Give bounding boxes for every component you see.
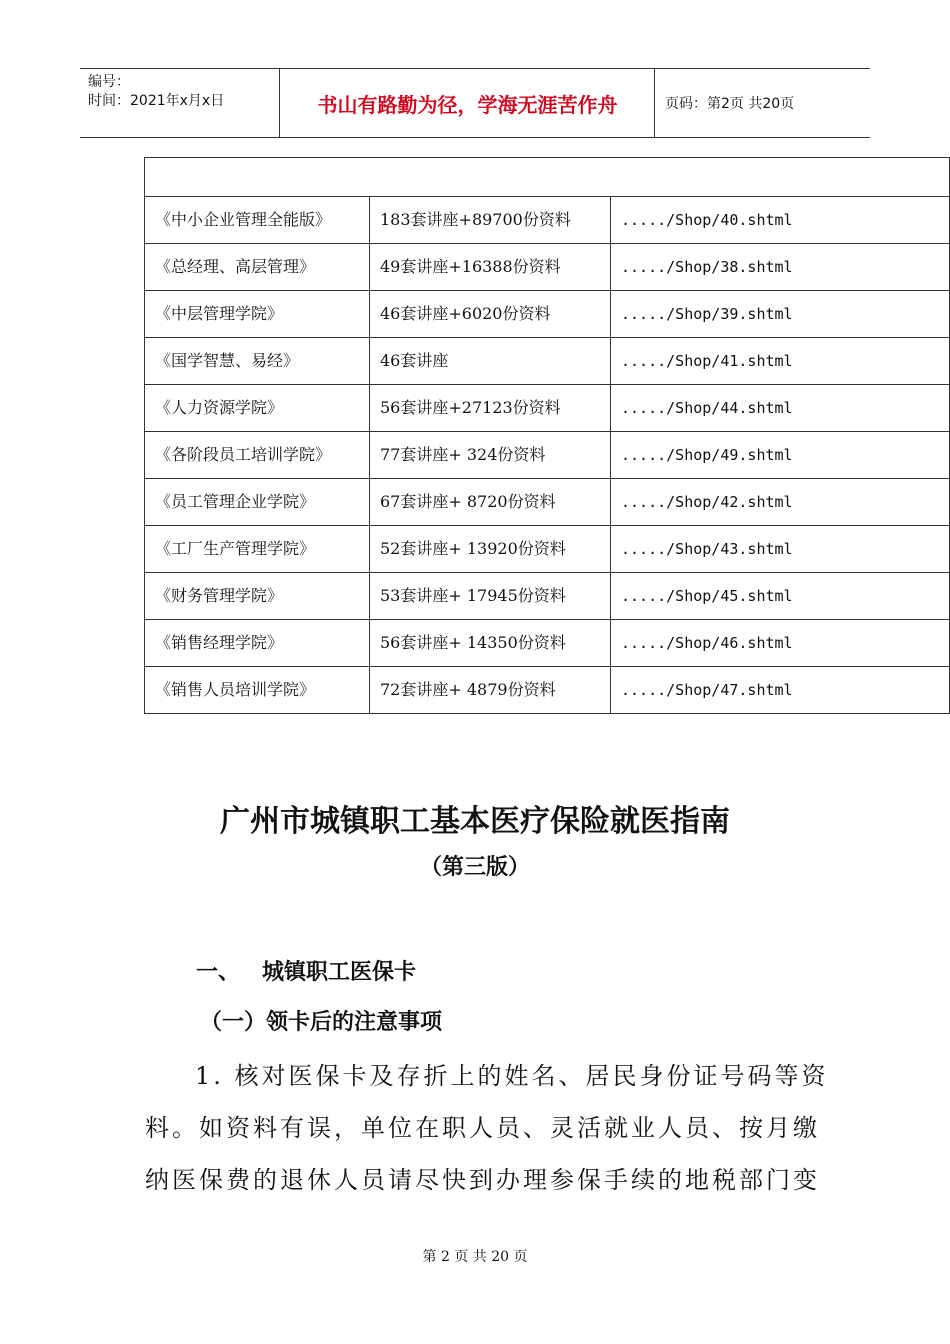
table-row — [145, 291, 950, 338]
course-count-cell: 49套讲座+16388份资料 — [370, 244, 611, 291]
section-title: 城镇职工医保卡 — [262, 960, 417, 985]
course-name-cell: 《各阶段员工培训学院》 — [145, 432, 370, 479]
course-table — [144, 157, 950, 714]
body-paragraph — [145, 1050, 829, 1206]
header-meta — [80, 69, 280, 137]
paragraph-line: 料。如资料有误，单位在职人员、灵活就业人员、按月缴 — [145, 1114, 820, 1142]
header-page-info: 页码：第2页 共20页 — [665, 96, 795, 112]
course-name-cell: 《销售人员培训学院》 — [145, 667, 370, 714]
document-header — [80, 68, 870, 138]
course-link-cell[interactable]: ...../Shop/44.shtml — [611, 385, 950, 432]
section-heading — [196, 955, 416, 986]
course-link-cell[interactable]: ...../Shop/46.shtml — [611, 620, 950, 667]
course-link-cell[interactable]: ...../Shop/40.shtml — [611, 197, 950, 244]
paragraph-line: 纳医保费的退休人员请尽快到办理参保手续的地税部门变 — [145, 1166, 820, 1194]
course-name-cell: 《人力资源学院》 — [145, 385, 370, 432]
course-name-cell: 《销售经理学院》 — [145, 620, 370, 667]
course-name-cell: 《中层管理学院》 — [145, 291, 370, 338]
time-label: 时间：2021年x月x日 — [88, 93, 225, 109]
table-row — [145, 197, 950, 244]
course-count-cell: 72套讲座+ 4879份资料 — [370, 667, 611, 714]
course-link-cell[interactable]: ...../Shop/47.shtml — [611, 667, 950, 714]
course-count-cell: 53套讲座+ 17945份资料 — [370, 573, 611, 620]
course-name-cell: 《工厂生产管理学院》 — [145, 526, 370, 573]
page-footer: 第 2 页 共 20 页 — [422, 1249, 528, 1265]
course-link-cell[interactable]: ...../Shop/38.shtml — [611, 244, 950, 291]
table-row — [145, 667, 950, 714]
course-link-cell[interactable]: ...../Shop/41.shtml — [611, 338, 950, 385]
course-count-cell: 56套讲座+ 14350份资料 — [370, 620, 611, 667]
table-row — [145, 526, 950, 573]
course-name-cell: 《财务管理学院》 — [145, 573, 370, 620]
course-name-cell: 《中小企业管理全能版》 — [145, 197, 370, 244]
document-subtitle: （第三版） — [419, 854, 530, 880]
course-name-cell: 《总经理、高层管理》 — [145, 244, 370, 291]
document-title: 广州市城镇职工基本医疗保险就医指南 — [220, 804, 730, 839]
subsection-heading: （一）领卡后的注意事项 — [200, 1010, 443, 1035]
course-link-cell[interactable]: ...../Shop/43.shtml — [611, 526, 950, 573]
paragraph-line: 1. 核对医保卡及存折上的姓名、居民身份证号码等资 — [195, 1062, 829, 1090]
table-row — [145, 432, 950, 479]
code-label: 编号： — [88, 74, 130, 90]
course-count-cell: 183套讲座+89700份资料 — [370, 197, 611, 244]
table-row — [145, 573, 950, 620]
course-link-cell[interactable]: ...../Shop/45.shtml — [611, 573, 950, 620]
header-motto: 书山有路勤为径，学海无涯苦作舟 — [281, 69, 655, 137]
course-count-cell: 56套讲座+27123份资料 — [370, 385, 611, 432]
course-link-cell[interactable]: ...../Shop/39.shtml — [611, 291, 950, 338]
course-count-cell: 67套讲座+ 8720份资料 — [370, 479, 611, 526]
course-count-cell: 77套讲座+ 324份资料 — [370, 432, 611, 479]
course-name-cell: 《国学智慧、易经》 — [145, 338, 370, 385]
table-row — [145, 385, 950, 432]
table-row — [145, 620, 950, 667]
course-link-cell[interactable]: ...../Shop/42.shtml — [611, 479, 950, 526]
table-row — [145, 244, 950, 291]
course-link-cell[interactable]: ...../Shop/49.shtml — [611, 432, 950, 479]
course-count-cell: 46套讲座 — [370, 338, 611, 385]
course-count-cell: 52套讲座+ 13920份资料 — [370, 526, 611, 573]
section-number: 一、 — [196, 960, 241, 985]
table-row — [145, 479, 950, 526]
table-cell-blank — [145, 158, 950, 197]
table-row — [145, 338, 950, 385]
table-row-blank — [145, 158, 950, 197]
course-count-cell: 46套讲座+6020份资料 — [370, 291, 611, 338]
course-name-cell: 《员工管理企业学院》 — [145, 479, 370, 526]
